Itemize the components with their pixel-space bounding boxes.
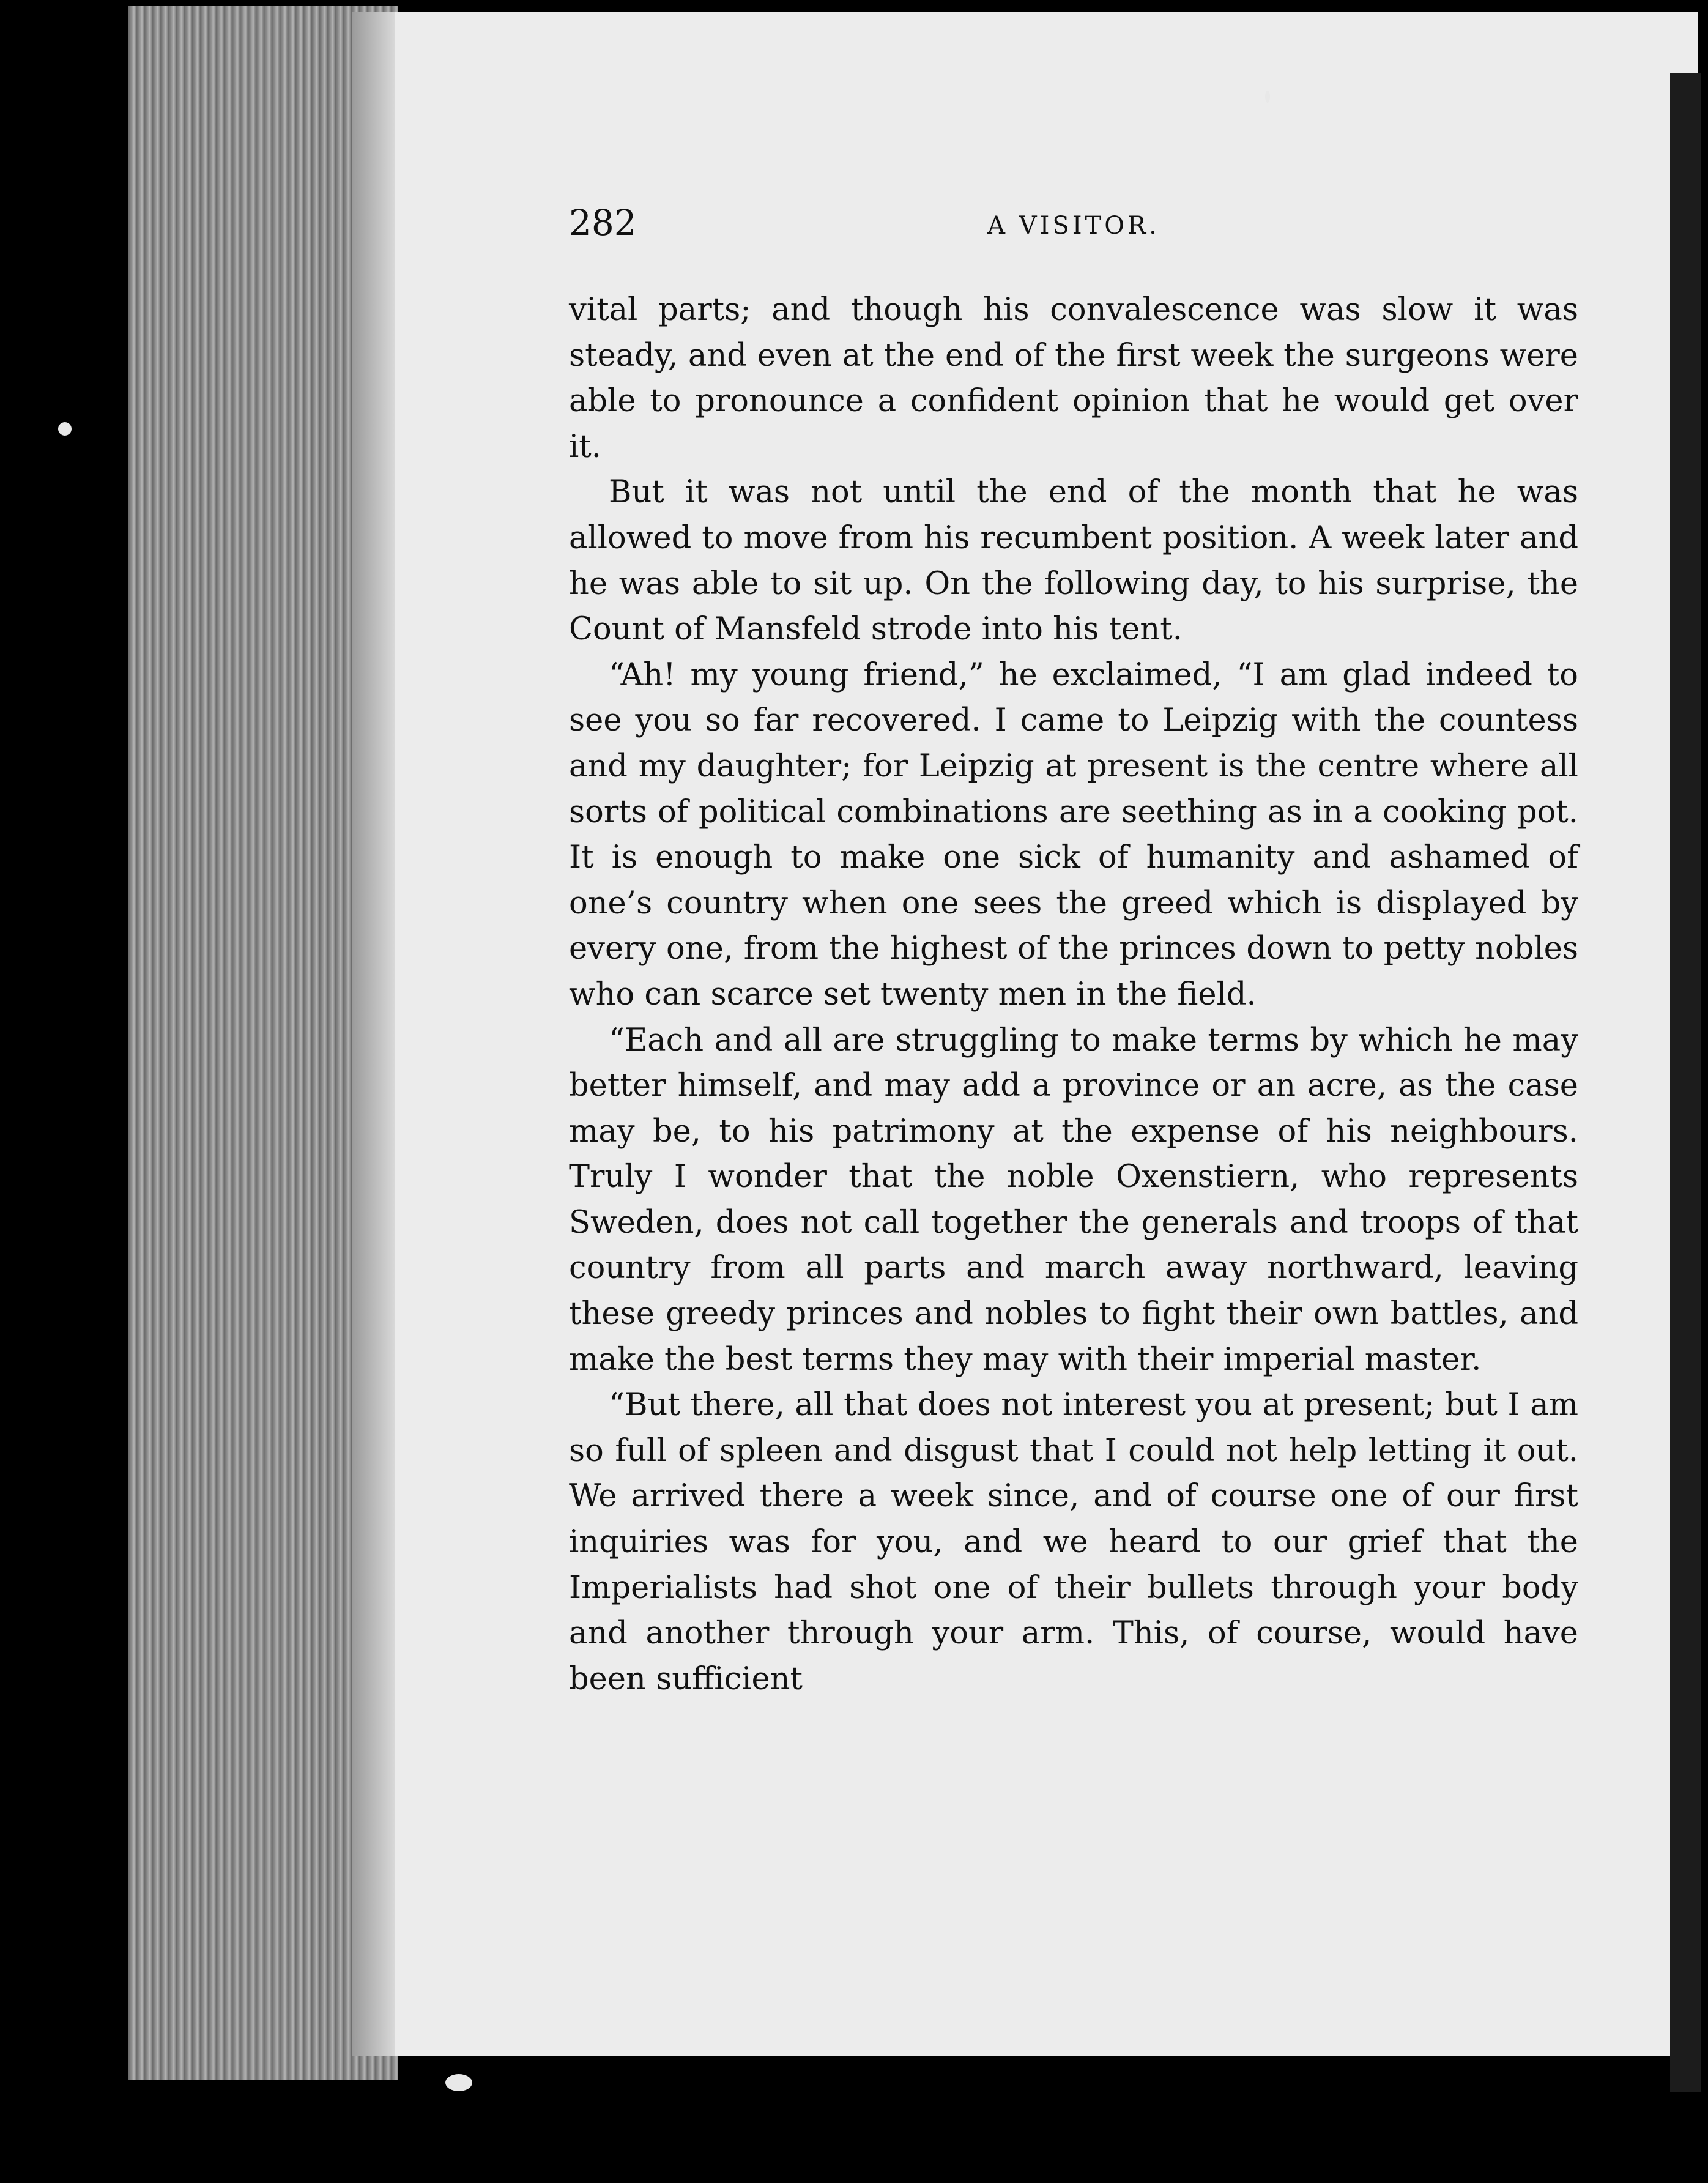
paragraph: “Each and all are struggling to make terms by which he may better himself, and may add a province or an acre, as the case may be, to his patrimony at the expense of his neighbours. Truly I wonder that the noble Oxenstiern, who represents Sweden, does not call together the generals and troops of that country from all parts and march away northward, leaving these greedy princes and nobles to fight their own battles, and make the best terms they may with their imperial master. (569, 1022, 1578, 1378)
body-text (569, 288, 1578, 1702)
scan-speck (445, 2074, 472, 2091)
paragraph: vital parts; and though his convalescence was slow it was steady, and even at the end of the first week the surgeons were able to pronounce a confident opinion that he would get over it. (569, 292, 1578, 465)
paragraph: But it was not until the end of the month that he was allowed to move from his recumbent position. A week later and he was able to sit up. On the following day, to his surprise, the Count of Mansfeld strode into his tent. (569, 474, 1578, 648)
page-number: 282 (569, 202, 637, 244)
scan-speck (58, 422, 72, 436)
paragraph: “Ah! my young friend,” he exclaimed, “I am glad indeed to see you so far recovered. I came to Leipzig with the countess and my daughter; for Leipzig at present is the centre where all sorts of political combinations are seething as in a cooking pot. It is enough to make one sick of humanity and ashamed of one’s country when one sees the greed which is displayed by every one, from the highest of the princes down to petty nobles who can scarce set twenty men in the field. (569, 656, 1578, 1013)
page-gutter (352, 12, 395, 2056)
scan-speck (1265, 91, 1270, 103)
page-header (569, 202, 1578, 251)
running-title: A VISITOR. (987, 212, 1160, 240)
paragraph: “But there, all that does not interest you at present; but I am so full of spleen and disgust that I could not help letting it out. We arrived there a week since, and of course one of our first inquiries was for you, and we heard to our grief that the Imperialists had shot one of their bullets through your body and another through your arm. This, of course, would have been sufficient (569, 1387, 1578, 1697)
page-right-shadow (1670, 73, 1701, 2092)
